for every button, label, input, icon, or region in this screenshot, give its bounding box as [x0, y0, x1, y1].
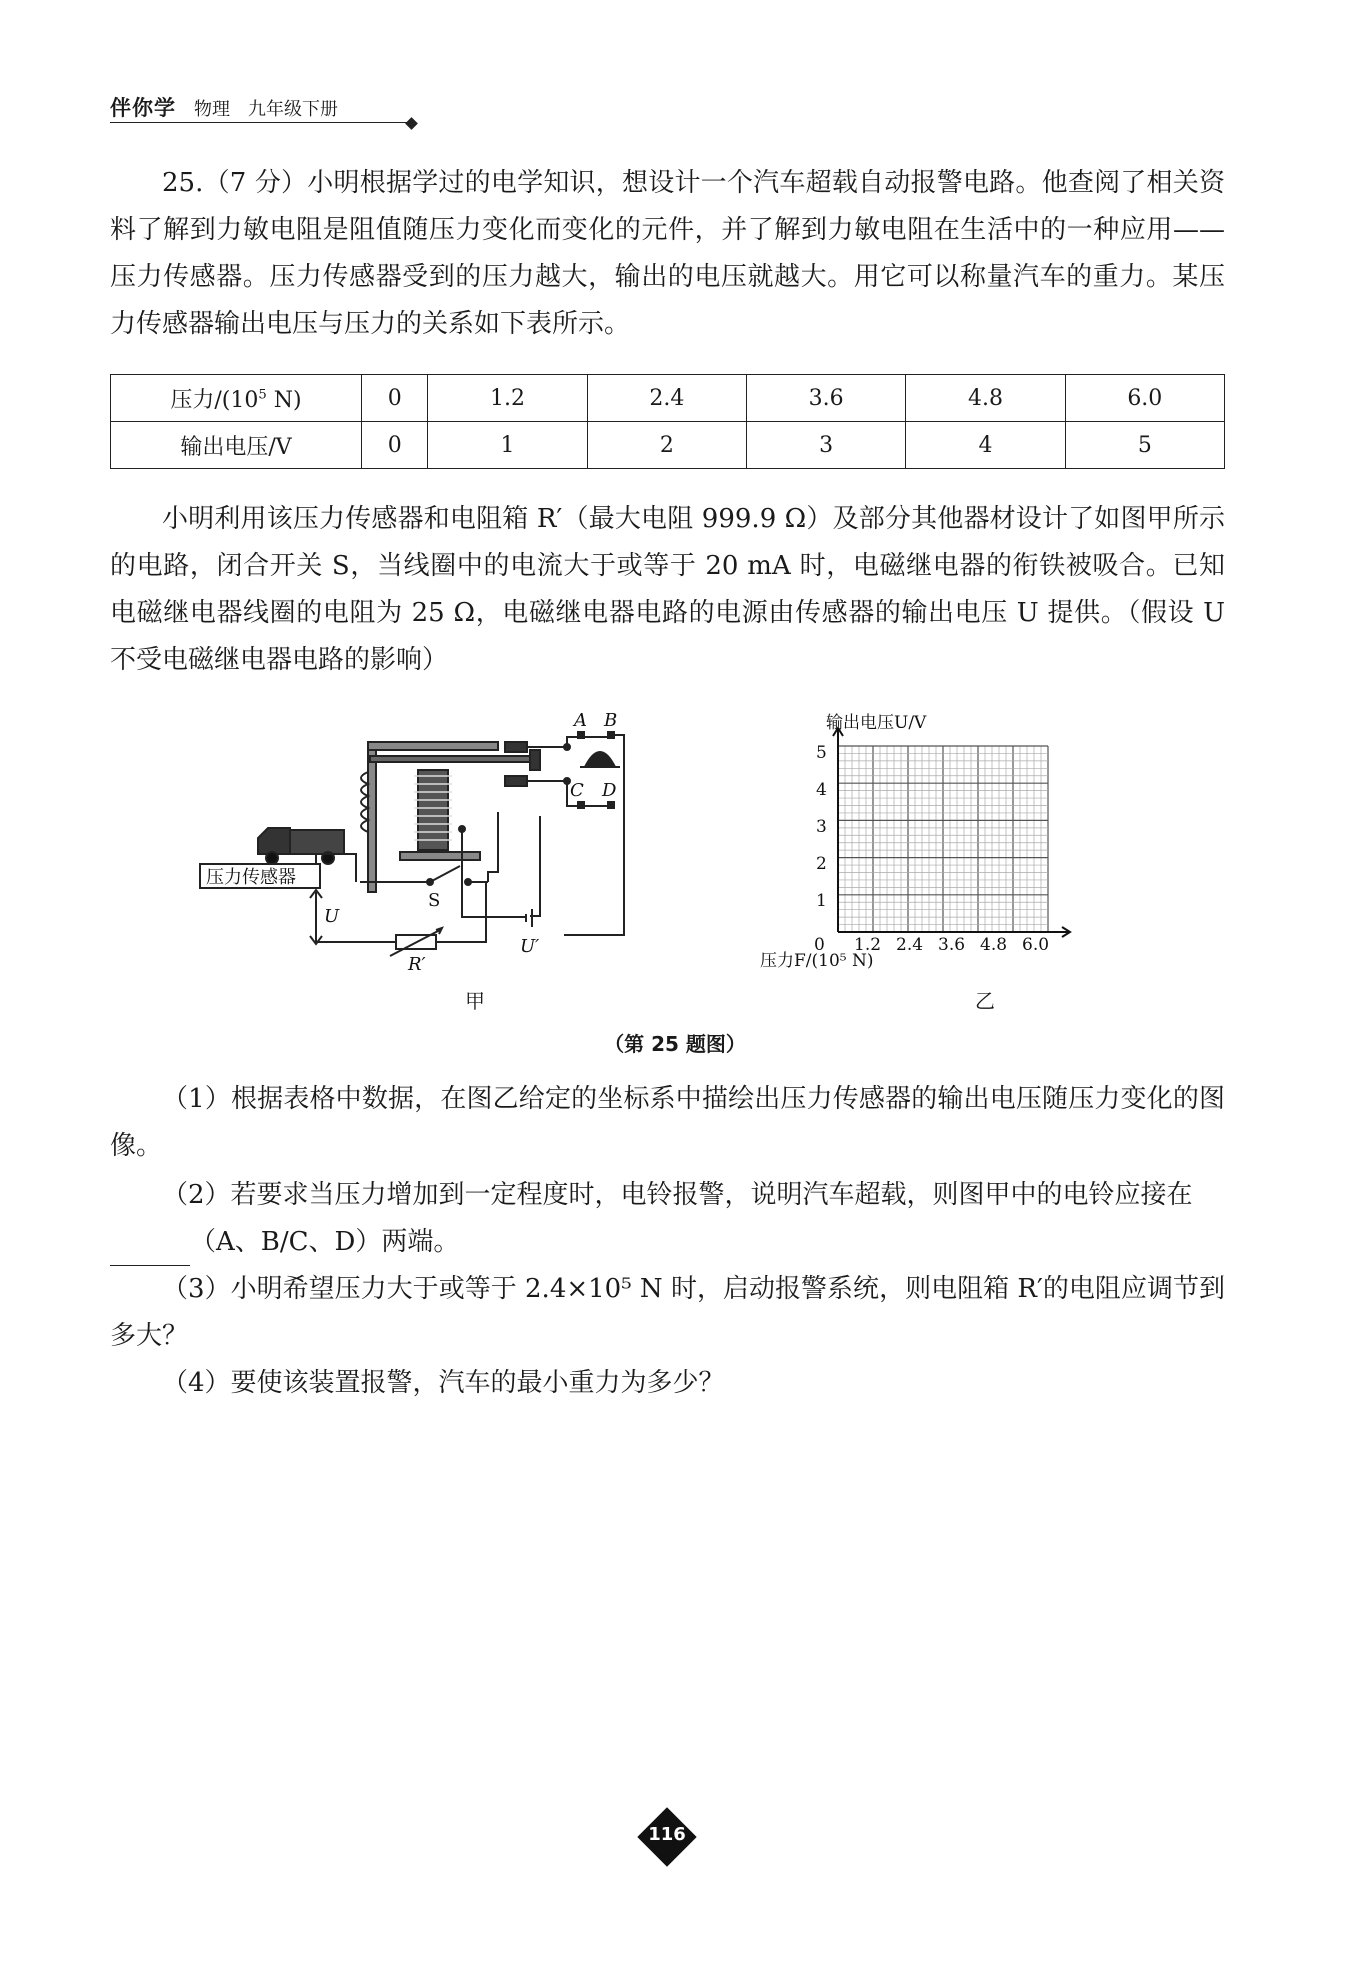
y-axis-label: 输出电压U/V	[826, 713, 927, 733]
question-2-text: （2）若要求当压力增加到一定程度时，电铃报警，说明汽车超载，则图甲中的电铃应接在	[162, 1180, 1193, 1210]
table-cell: 0	[362, 375, 428, 422]
table-row	[111, 375, 1225, 422]
table-cell: 6.0	[1065, 375, 1224, 422]
figure-title: （第 25 题图）	[604, 1032, 746, 1056]
running-header	[110, 92, 410, 123]
header-diamond-icon	[405, 117, 418, 130]
table-cell: 3.6	[747, 375, 906, 422]
question-4: （4）要使该装置报警，汽车的最小重力为多少？	[162, 1368, 725, 1398]
page-number: 116	[648, 1824, 686, 1845]
origin-label: 0	[814, 935, 825, 955]
table-cell: 1.2	[428, 375, 587, 422]
pressure-voltage-table	[110, 374, 1225, 469]
table-header-voltage: 输出电压/V	[111, 422, 362, 469]
y-tick-label: 1	[816, 891, 827, 911]
question-3: （3）小明希望压力大于或等于 2.4×10⁵ N 时，启动报警系统，则电阻箱 R′的电阻应调节到多大？	[110, 1274, 1225, 1351]
table-cell: 3	[747, 422, 906, 469]
y-tick-label: 4	[816, 780, 827, 800]
table-cell: 2.4	[587, 375, 746, 422]
table-cell: 0	[362, 422, 428, 469]
problem-intro: 25.（7 分）小明根据学过的电学知识，想设计一个汽车超载自动报警电路。他查阅了相关资料了解到力敏电阻是阻值随压力变化而变化的元件，并了解到力敏电阻在生活中的一种应用——压力传感器。压力传感器受到的压力越大，输出的电压就越大。用它可以称量汽车的重力。某压力传感器输出电压与压力的关系如下表所示。	[110, 168, 1225, 339]
problem-setup: 小明利用该压力传感器和电阻箱 R′（最大电阻 999.9 Ω）及部分其他器材设计了如图甲所示的电路，闭合开关 S，当线圈中的电流大于或等于 20 mA 时，电磁继电器的衔铁被吸合。已知电磁继电器线圈的电阻为 25 Ω，电磁继电器电路的电源由传感器的输出电压 U 提供。（假设 U 不受电磁继电器电路的影响）	[110, 504, 1225, 675]
question-2	[110, 1172, 1225, 1266]
caption-jia: 甲	[465, 989, 485, 1013]
x-tick-label: 6.0	[1022, 935, 1050, 955]
x-axis-label: 压力F/(10⁵ N)	[760, 951, 874, 971]
series-brand: 伴你学	[110, 96, 176, 120]
caption-yi: 乙	[975, 989, 995, 1013]
x-tick-label: 4.8	[980, 935, 1008, 955]
label-s: S	[428, 890, 441, 911]
y-tick-label: 5	[816, 743, 827, 763]
graph-grid-yi	[833, 728, 1070, 937]
grade-label: 九年级下册	[248, 99, 338, 120]
page-number-badge	[638, 1808, 698, 1868]
circuit-diagram-jia	[200, 732, 624, 956]
label-r-prime: R′	[408, 954, 426, 975]
table-cell: 2	[587, 422, 746, 469]
table-cell: 4.8	[906, 375, 1065, 422]
table-cell: 1	[428, 422, 587, 469]
label-d: D	[602, 780, 617, 801]
subject-label: 物理	[194, 99, 230, 120]
table-cell: 5	[1065, 422, 1224, 469]
x-tick-label: 2.4	[896, 935, 924, 955]
x-tick-label: 3.6	[938, 935, 966, 955]
answer-blank[interactable]	[110, 1235, 190, 1266]
x-tick-label: 1.2	[854, 935, 882, 955]
question-1: （1）根据表格中数据，在图乙给定的坐标系中描绘出压力传感器的输出电压随压力变化的图像。	[110, 1084, 1225, 1161]
y-tick-label: 3	[816, 817, 827, 837]
label-a: A	[574, 710, 587, 731]
table-cell: 4	[906, 422, 1065, 469]
table-header-pressure: 压力$/(10^5$ N)	[111, 375, 362, 422]
label-c: C	[570, 780, 584, 801]
label-u-prime: U′	[520, 936, 540, 957]
label-b: B	[604, 710, 618, 731]
label-sensor: 压力传感器	[206, 867, 296, 888]
label-u: U	[324, 906, 340, 927]
question-2-options: （A、B/C、D）两端。	[190, 1227, 460, 1257]
y-tick-label: 2	[816, 854, 827, 874]
table-row	[111, 422, 1225, 469]
figure-25	[206, 710, 1100, 1012]
graph-axes	[833, 728, 1070, 937]
